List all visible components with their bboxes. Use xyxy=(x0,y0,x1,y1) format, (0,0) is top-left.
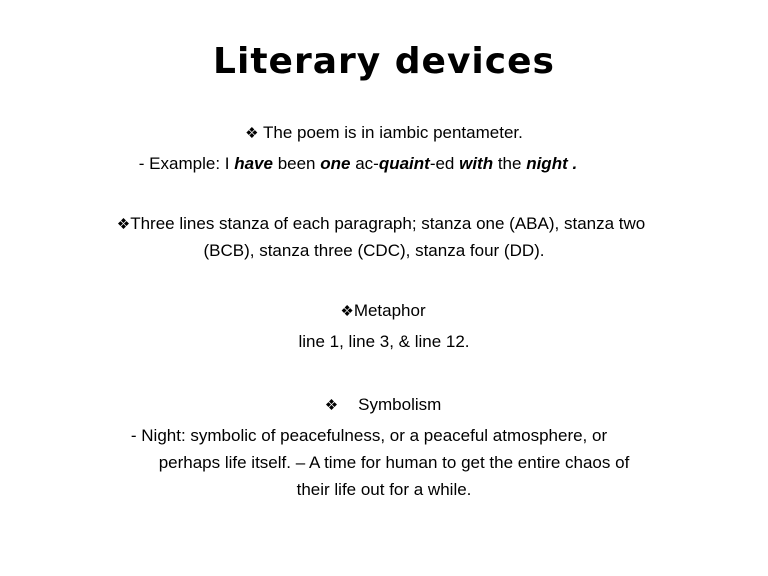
example-stress-5: night . xyxy=(526,154,578,173)
iambic-text: The poem is in iambic pentameter. xyxy=(263,123,523,142)
diamond-bullet-icon: ❖ xyxy=(245,125,259,142)
symbolism-text-3: their life out for a while. xyxy=(296,480,472,499)
slide-title: Literary devices xyxy=(213,41,555,82)
iambic-bullet-line xyxy=(0,122,768,145)
symbolism-heading-line xyxy=(0,394,767,417)
example-stress-2: one xyxy=(320,154,351,173)
example-part-2: been xyxy=(272,154,321,173)
diamond-bullet-icon: ❖ xyxy=(116,216,131,233)
stanza-bullet-line xyxy=(0,213,765,236)
example-part-4: ac- xyxy=(350,154,379,173)
metaphor-heading-line xyxy=(0,300,767,323)
example-stress-4: with xyxy=(459,154,494,173)
diamond-bullet-icon: ❖ xyxy=(324,397,339,414)
example-prefix: - Example: I xyxy=(138,154,235,173)
symbolism-heading: Symbolism xyxy=(358,395,442,414)
symbolism-text-2: perhaps life itself. – A time for human to get the entire chaos of xyxy=(158,453,630,472)
example-part-8: the xyxy=(493,154,527,173)
symbolism-text-1: - Night: symbolic of peacefulness, or a peaceful atmosphere, or xyxy=(130,426,608,445)
stanza-text-2: (BCB), stanza three (CDC), stanza four (DD). xyxy=(203,241,545,260)
example-part-6: -ed xyxy=(429,154,460,173)
metaphor-lines: line 1, line 3, & line 12. xyxy=(298,332,470,351)
metaphor-heading: Metaphor xyxy=(353,301,426,320)
stanza-text-1: Three lines stanza of each paragraph; stanza one (ABA), stanza two xyxy=(130,214,646,233)
iambic-example xyxy=(0,153,742,175)
example-stress-1: have xyxy=(234,154,273,173)
example-stress-3: quaint xyxy=(378,154,430,173)
diamond-bullet-icon: ❖ xyxy=(340,303,354,320)
